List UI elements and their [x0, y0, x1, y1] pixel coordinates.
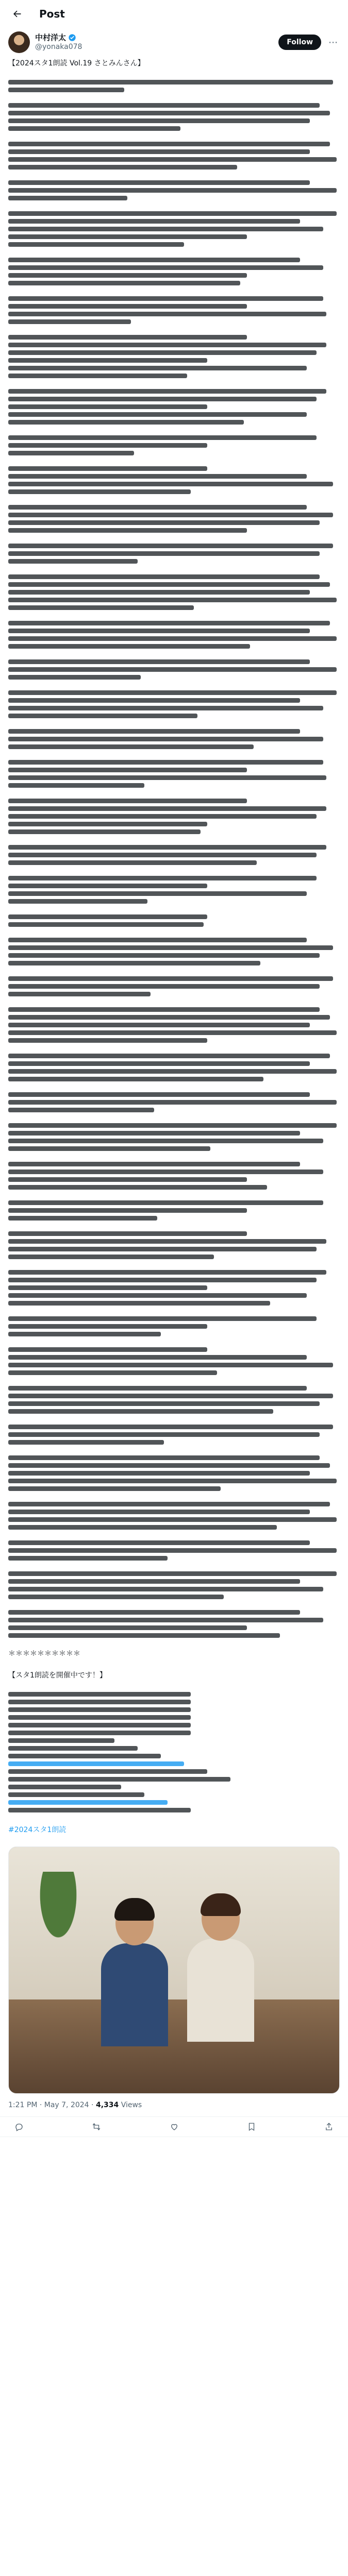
schedule-line	[8, 1785, 121, 1789]
paragraph	[8, 1200, 340, 1221]
paragraph	[8, 1231, 340, 1259]
text-line	[8, 374, 187, 378]
paragraph	[8, 1007, 340, 1043]
text-line	[8, 265, 323, 270]
schedule-line	[8, 1692, 191, 1697]
text-line	[8, 188, 337, 193]
text-line	[8, 397, 317, 401]
schedule-list	[8, 1692, 340, 1825]
schedule-line	[8, 1808, 191, 1812]
share-icon	[324, 2122, 334, 2131]
post-paragraphs	[8, 80, 340, 1638]
text-line	[8, 196, 127, 200]
text-line	[8, 1548, 337, 1553]
schedule-line	[8, 1769, 207, 1774]
text-line	[8, 273, 247, 278]
paragraph	[8, 1162, 340, 1190]
text-line	[8, 126, 180, 131]
text-line	[8, 165, 237, 170]
text-line	[8, 1347, 207, 1352]
text-line	[8, 412, 307, 417]
text-line	[8, 1270, 326, 1275]
paragraph	[8, 1347, 340, 1375]
page-title: Post	[39, 7, 65, 20]
paragraph	[8, 799, 340, 834]
text-line	[8, 1285, 207, 1290]
text-line	[8, 938, 307, 942]
text-line	[8, 551, 320, 556]
text-line	[8, 1177, 247, 1182]
text-line	[8, 1231, 247, 1236]
text-line	[8, 1030, 337, 1035]
paragraph	[8, 1386, 340, 1414]
text-line	[8, 1370, 217, 1375]
paragraph	[8, 1123, 340, 1151]
text-line	[8, 605, 194, 610]
paragraph	[8, 103, 340, 131]
paragraph	[8, 142, 340, 170]
schedule-line	[8, 1715, 191, 1720]
text-line	[8, 1479, 337, 1483]
post-body	[0, 56, 348, 1836]
text-line	[8, 1247, 317, 1251]
text-line	[8, 1185, 267, 1190]
text-line	[8, 1316, 317, 1321]
follow-button[interactable]: Follow	[278, 35, 321, 50]
avatar[interactable]	[8, 31, 30, 53]
text-line	[8, 760, 323, 765]
text-line	[8, 466, 207, 471]
text-line	[8, 1579, 300, 1584]
paragraph	[8, 505, 340, 533]
author-handle[interactable]: @yonaka078	[35, 43, 82, 51]
text-line	[8, 1324, 207, 1329]
text-line	[8, 1015, 330, 1020]
text-line	[8, 234, 247, 239]
text-line	[8, 1023, 310, 1027]
text-line	[8, 629, 310, 633]
text-line	[8, 1525, 277, 1530]
text-line	[8, 142, 330, 146]
paragraph	[8, 1455, 340, 1491]
text-line	[8, 1394, 333, 1398]
text-line	[8, 1069, 337, 1074]
text-line	[8, 1355, 307, 1360]
paragraph	[8, 1571, 340, 1599]
paragraph	[8, 876, 340, 904]
text-line	[8, 312, 326, 316]
bookmark-icon	[247, 2122, 256, 2131]
schedule-line	[8, 1754, 161, 1758]
schedule-title: 【スタ1朗読を開催中です！】	[8, 1671, 107, 1680]
text-line	[8, 1146, 210, 1151]
text-line	[8, 1007, 320, 1012]
text-line	[8, 1556, 168, 1561]
text-line	[8, 1463, 330, 1468]
text-line	[8, 1386, 307, 1391]
text-line	[8, 922, 204, 927]
text-line	[8, 582, 330, 587]
schedule-line	[8, 1700, 191, 1704]
text-line	[8, 528, 247, 533]
paragraph	[8, 80, 340, 92]
text-line	[8, 559, 138, 564]
repost-button[interactable]	[92, 2122, 104, 2131]
text-line	[8, 227, 323, 231]
text-line	[8, 590, 310, 595]
text-line	[8, 118, 310, 123]
text-line	[8, 1054, 330, 1058]
paragraph	[8, 296, 340, 324]
text-line	[8, 513, 333, 517]
text-line	[8, 1200, 323, 1205]
text-line	[8, 783, 144, 788]
post-meta: 1:21 PM · May 7, 2024 · 4,334 Views	[0, 2094, 348, 2117]
paragraph	[8, 1425, 340, 1445]
text-line	[8, 984, 320, 989]
heart-icon	[170, 2122, 179, 2131]
person-left	[101, 1901, 168, 2050]
text-line	[8, 636, 337, 641]
paragraph	[8, 335, 340, 378]
text-line	[8, 1139, 323, 1143]
text-line	[8, 1432, 320, 1437]
text-line	[8, 667, 337, 672]
text-line	[8, 876, 317, 880]
text-line	[8, 544, 333, 548]
text-line	[8, 1440, 164, 1445]
text-line	[8, 520, 320, 525]
text-line	[8, 1162, 300, 1166]
text-line	[8, 80, 333, 84]
schedule-line	[8, 1723, 191, 1727]
text-line	[8, 845, 326, 850]
text-line	[8, 659, 310, 664]
text-line	[8, 1618, 323, 1622]
text-line	[8, 1517, 337, 1522]
text-line	[8, 1208, 247, 1213]
text-line	[8, 389, 326, 394]
text-line	[8, 806, 326, 811]
text-line	[8, 744, 254, 749]
text-line	[8, 992, 151, 996]
text-line	[8, 443, 207, 448]
more-options-icon[interactable]: ⋯	[328, 37, 338, 48]
schedule-line	[8, 1731, 191, 1735]
text-line	[8, 88, 124, 92]
text-line	[8, 799, 247, 803]
paragraph	[8, 938, 340, 965]
text-line	[8, 1092, 310, 1097]
text-line	[8, 914, 207, 919]
plant-image	[35, 1872, 81, 1949]
text-line	[8, 706, 323, 710]
text-line	[8, 304, 247, 309]
text-line	[8, 775, 326, 780]
action-bar	[0, 2117, 348, 2137]
text-line	[8, 675, 141, 680]
text-line	[8, 149, 310, 154]
like-button[interactable]	[170, 2122, 182, 2131]
text-line	[8, 1363, 333, 1367]
text-line	[8, 814, 317, 819]
text-line	[8, 1239, 326, 1244]
text-line	[8, 953, 320, 958]
paragraph	[8, 1502, 340, 1530]
paragraph	[8, 914, 340, 927]
text-line	[8, 343, 326, 347]
top-bar	[0, 0, 348, 27]
paragraph	[8, 976, 340, 996]
text-line	[8, 111, 330, 115]
text-line	[8, 690, 337, 695]
paragraph	[8, 435, 340, 455]
schedule-line	[8, 1792, 144, 1797]
text-line	[8, 598, 337, 602]
views-count: 4,334	[95, 2101, 119, 2109]
paragraph	[8, 389, 340, 425]
text-line	[8, 1587, 323, 1591]
paragraph	[8, 621, 340, 649]
text-line	[8, 621, 330, 625]
text-line	[8, 768, 247, 772]
text-line	[8, 1571, 337, 1576]
post-time[interactable]: 1:21 PM · May 7, 2024	[8, 2101, 89, 2109]
text-line	[8, 714, 197, 718]
text-line	[8, 258, 300, 262]
text-line	[8, 319, 131, 324]
schedule-line[interactable]	[8, 1761, 184, 1766]
text-line	[8, 420, 244, 425]
text-line	[8, 891, 307, 896]
text-line	[8, 1038, 207, 1043]
text-line	[8, 1278, 317, 1282]
paragraph	[8, 760, 340, 788]
text-line	[8, 644, 250, 649]
text-line	[8, 860, 257, 865]
text-line	[8, 1425, 333, 1429]
text-line	[8, 884, 207, 888]
paragraph	[8, 544, 340, 564]
paragraph	[8, 729, 340, 749]
schedule-line	[8, 1738, 114, 1743]
text-line	[8, 482, 333, 486]
post-photo[interactable]	[8, 1846, 340, 2094]
paragraph	[8, 211, 340, 247]
bookmark-button[interactable]	[247, 2122, 259, 2131]
text-line	[8, 1255, 214, 1259]
text-line	[8, 1502, 330, 1506]
text-line	[8, 157, 337, 162]
text-line	[8, 1471, 310, 1476]
text-line	[8, 211, 337, 216]
text-line	[8, 853, 317, 857]
share-button[interactable]	[324, 2122, 334, 2131]
text-line	[8, 366, 307, 370]
views-label: Views	[121, 2101, 142, 2109]
paragraph	[8, 1092, 340, 1112]
hashtag-link[interactable]: #2024スタ1朗読	[8, 1826, 67, 1834]
divider-line: ＊＊＊＊＊＊＊＊＊＊	[8, 1650, 80, 1658]
text-line	[8, 350, 317, 355]
text-line	[8, 474, 307, 479]
schedule-line	[8, 1746, 138, 1751]
person-right	[187, 1896, 254, 2051]
paragraph	[8, 1270, 340, 1306]
schedule-line	[8, 1777, 230, 1782]
text-line	[8, 335, 247, 340]
text-line	[8, 961, 260, 965]
text-line	[8, 1216, 157, 1221]
reply-button[interactable]	[14, 2122, 27, 2131]
text-line	[8, 1061, 310, 1066]
text-line	[8, 435, 317, 440]
post-title-line: 【2024スタ1朗読 Vol.19 さとみんさん】	[8, 59, 145, 67]
author-name[interactable]	[35, 33, 273, 42]
text-line	[8, 1409, 273, 1414]
text-line	[8, 574, 320, 579]
text-line	[8, 1540, 310, 1545]
paragraph	[8, 690, 340, 718]
repost-icon	[92, 2122, 101, 2131]
text-line	[8, 103, 320, 108]
paragraph	[8, 574, 340, 610]
text-line	[8, 1293, 307, 1298]
paragraph	[8, 845, 340, 865]
text-line	[8, 1455, 320, 1460]
text-line	[8, 358, 207, 363]
text-line	[8, 1486, 221, 1491]
paragraph	[8, 1316, 340, 1336]
text-line	[8, 1077, 263, 1081]
text-line	[8, 1401, 320, 1406]
schedule-line[interactable]	[8, 1800, 168, 1805]
text-line	[8, 296, 323, 301]
schedule-line	[8, 1707, 191, 1712]
text-line	[8, 281, 240, 285]
text-line	[8, 451, 134, 455]
text-line	[8, 1100, 337, 1105]
text-line	[8, 1625, 247, 1630]
text-line	[8, 1301, 270, 1306]
text-line	[8, 1108, 154, 1112]
paragraph	[8, 1540, 340, 1561]
text-line	[8, 404, 207, 409]
text-line	[8, 976, 333, 981]
text-line	[8, 242, 184, 247]
text-line	[8, 180, 310, 185]
text-line	[8, 737, 323, 741]
back-arrow-icon[interactable]	[8, 5, 26, 23]
text-line	[8, 1510, 310, 1514]
text-line	[8, 822, 207, 826]
author-row	[0, 27, 348, 56]
paragraph	[8, 180, 340, 200]
paragraph	[8, 1054, 340, 1081]
text-line	[8, 1610, 300, 1615]
text-line	[8, 489, 191, 494]
text-line	[8, 899, 147, 904]
text-line	[8, 1332, 161, 1336]
paragraph	[8, 1610, 340, 1638]
text-line	[8, 698, 300, 703]
text-line	[8, 505, 307, 510]
text-line	[8, 829, 201, 834]
text-line	[8, 1123, 337, 1128]
text-line	[8, 729, 300, 734]
text-line	[8, 1633, 280, 1638]
author-name-label: 中村洋太	[35, 33, 67, 42]
text-line	[8, 1595, 224, 1599]
text-line	[8, 219, 300, 224]
paragraph	[8, 466, 340, 494]
text-line	[8, 1131, 300, 1136]
paragraph	[8, 659, 340, 680]
paragraph	[8, 258, 340, 285]
verified-icon	[68, 33, 76, 42]
reply-icon	[14, 2122, 24, 2131]
text-line	[8, 1170, 323, 1174]
text-line	[8, 945, 333, 950]
